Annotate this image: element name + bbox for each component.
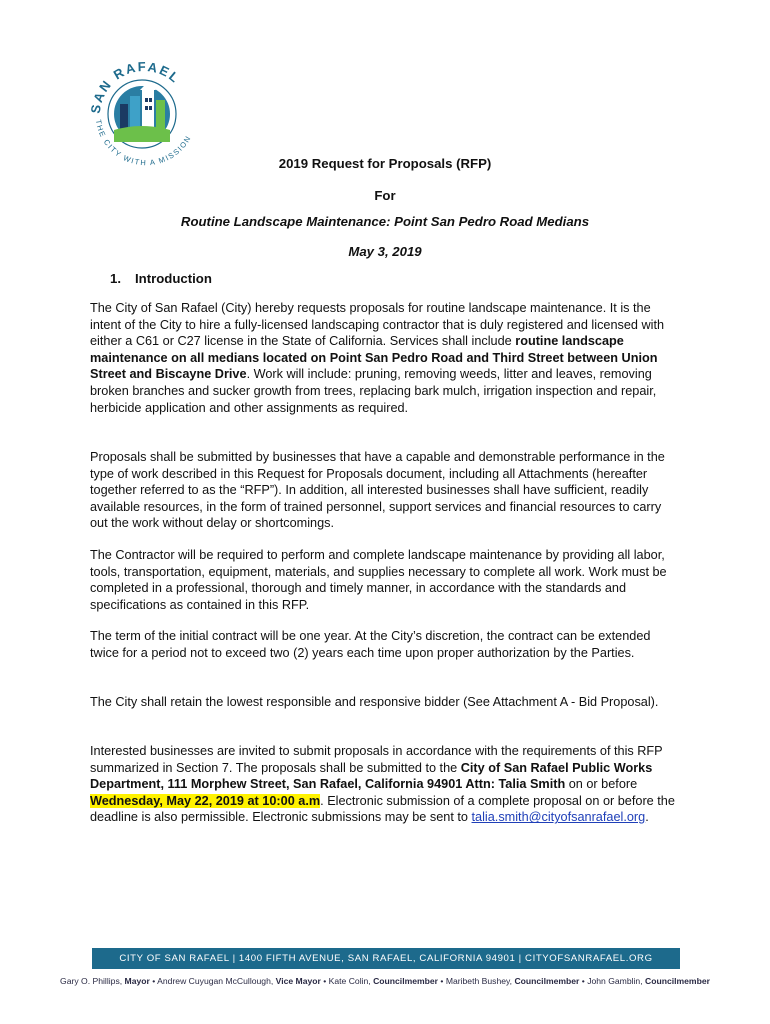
council-role: Councilmember [514,976,580,986]
paragraph-qualifications: Proposals shall be submitted by businesses that have a capable and demonstrable performance in the type of work described in this Request for Proposals document, including all Attachments (hereafter together referred to as the “RFP”). In addition, all interested businesses shall have sufficient, readily available resources, in the form of trained personnel, support services and financial resources to carry out the work without delay or shortcomings. [90,450,665,531]
paragraph-submission [90,743,682,826]
submission-text-2: on or before [565,777,638,792]
rfp-date: May 3, 2019 [348,244,422,259]
council-role: Councilmember [373,976,439,986]
submission-text-3: . Electronic submission of a complete proposal on or before the deadline is also permissible. Electronic submissions may be sent to [90,793,675,825]
council-role: Vice Mayor [275,976,321,986]
intro-text: The City of San Rafael (City) hereby requests proposals for routine landscape maintenance. It is the intent of the City to hire a fully-licensed landscaping contractor that is duly registered and licensed with either a C61 or C27 license in the State of California. Services shall include [90,301,665,349]
council-role: Mayor [124,976,150,986]
footer-address-bar: CITY OF SAN RAFAEL | 1400 FIFTH AVENUE, SAN RAFAEL, CALIFORNIA 94901 | CITYOFSANRAFAEL.ORG [92,948,680,969]
paragraph-selection: The City shall retain the lowest responsible and responsive bidder (See Attachment A - Bid Proposal). [90,695,659,709]
council-role: Councilmember [645,976,710,986]
submission-end: . [645,810,649,825]
section-heading [110,271,212,286]
submission-deadline: Wednesday, May 22, 2019 at 10:00 a.m [90,793,321,808]
submission-address: City of San Rafael Public Works Department, 111 Morphew Street, San Rafael, California 94901 Attn: Talia Smith [90,760,653,792]
council-name: • Andrew Cuyugan McCullough, [149,976,276,986]
paragraph-term: The term of the initial contract will be one year. At the City’s discretion, the contract can be extended twice for a period not to exceed two (2) years each time upon proper authorization by the Parties. [90,629,651,660]
section-number: 1. [110,271,121,286]
logo-arc-bottom-text: THE CITY WITH A MISSION [93,118,194,168]
rfp-for-label: For [374,188,396,203]
paragraph-intro [90,300,682,416]
paragraph-contractor: The Contractor will be required to perform and complete landscape maintenance by providing all labor, tools, transportation, equipment, materials, and supplies necessary to complete all work. Work must be completed in a professional, thorough and timely manner, in accordance with the standards and specifications as contained in this RFP. [90,548,667,612]
council-name: Gary O. Phillips, [60,976,125,986]
council-name: • John Gamblin, [579,976,645,986]
san-rafael-logo [78,44,206,172]
intro-work-text: . Work will include: pruning, removing weeds, litter and leaves, removing broken branches and sucker growth from trees, replacing bark mulch, irrigation inspection and repair, herbicide application and other assignments as required. [90,367,657,415]
submission-text: Interested businesses are invited to submit proposals in accordance with the requirements of this RFP summarized in Section 7. The proposals shall be submitted to the [90,744,663,775]
email-link[interactable]: talia.smith@cityofsanrafael.org [471,810,646,825]
council-name: • Maribeth Bushey, [438,976,515,986]
section-title: Introduction [135,271,212,286]
intro-bold-scope: routine landscape maintenance on all medians located on Point San Pedro Road and Third Street between Union Street and Biscayne Drive [90,334,658,382]
rfp-subtitle: Routine Landscape Maintenance: Point San Pedro Road Medians [180,214,590,229]
rfp-title: 2019 Request for Proposals (RFP) [278,156,492,171]
council-members [0,976,770,986]
council-name: • Kate Colin, [320,976,374,986]
logo-arc-top-text: SAN RAFAEL [87,58,184,115]
